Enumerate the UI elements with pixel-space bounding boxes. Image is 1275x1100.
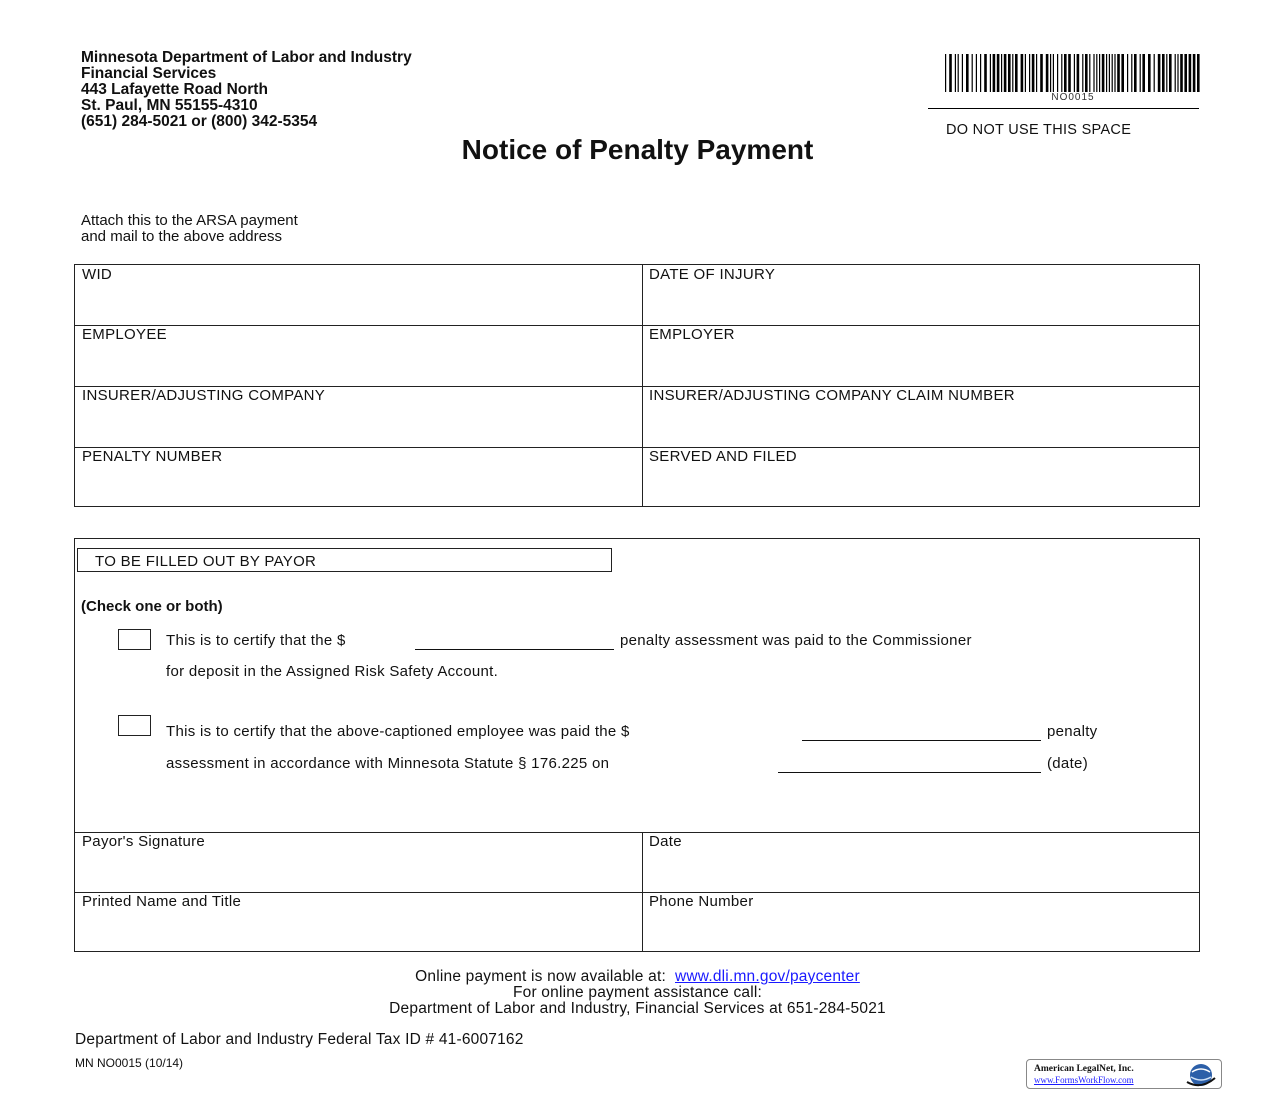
barcode-bar-43 [1114,54,1115,92]
instruction-line-1: Attach this to the ARSA payment [81,212,298,229]
barcode-bar-33 [1082,54,1083,92]
form-number: MN NO0015 (10/14) [75,1056,184,1070]
barcode-bar-63 [1197,54,1200,92]
barcode-bar-60 [1184,54,1187,92]
agency-address-block [81,50,412,130]
barcode-bar-54 [1162,54,1165,92]
barcode-bar-34 [1085,54,1088,92]
barcode-bar-38 [1099,54,1100,92]
barcode-bar-8 [980,54,981,92]
barcode-bar-28 [1061,54,1062,92]
barcode-bar-44 [1117,54,1120,92]
globe-logo-icon [1184,1062,1218,1088]
agency-street: 443 Lafayette Road North [81,81,268,98]
barcode-divider [928,108,1199,109]
wid-label: WID [82,266,113,283]
federal-tax-id: Department of Labor and Industry Federal Tax ID # 41-6007162 [75,1031,524,1048]
printed-name-field[interactable] [75,892,642,951]
barcode-bar-36 [1093,54,1094,92]
barcode-bar-15 [1008,54,1011,92]
barcode-bar-29 [1064,54,1067,92]
barcode-bars [944,54,1202,94]
barcode-bar-0 [945,54,946,92]
barcode-bar-6 [972,54,973,92]
barcode-bar-50 [1142,54,1145,92]
employee-label: EMPLOYEE [82,326,167,343]
barcode-bar-21 [1032,54,1035,92]
date-of-injury-label: DATE OF INJURY [649,266,776,283]
employer-field[interactable] [642,325,1199,386]
barcode-bar-16 [1012,54,1013,92]
company-name: American LegalNet, Inc. [1034,1064,1134,1074]
agency-phone: (651) 284-5021 or (800) 342-5354 [81,113,318,130]
payor-section [74,538,1200,952]
insurer-claim-number-field[interactable] [642,386,1199,447]
barcode-bar-17 [1015,54,1018,92]
barcode-bar-22 [1036,54,1037,92]
barcode-bar-4 [962,54,963,92]
case-info-table [74,264,1200,507]
paycenter-link[interactable]: www.dli.mn.gov/paycenter [675,968,860,985]
payor-signature-label: Payor's Signature [82,833,206,850]
company-website[interactable]: www.FormsWorkFlow.com [1034,1075,1134,1085]
option-2-date-input[interactable] [778,772,1041,773]
option-2-text: This is to certify that the above-captioned employee was paid the $ [166,723,630,740]
barcode-bar-53 [1158,54,1161,92]
payment-assistance-line: For online payment assistance call: [512,984,763,1001]
barcode-bar-48 [1134,54,1137,92]
penalty-number-field[interactable] [75,447,642,507]
online-payment-line [0,969,1275,985]
option-1-text-cont: penalty assessment was paid to the Commissioner [620,632,972,649]
barcode-bar-2 [955,54,956,92]
barcode-bar-42 [1112,54,1113,92]
printed-name-label: Printed Name and Title [82,893,242,910]
employer-label: EMPLOYER [649,326,735,343]
barcode-bar-25 [1050,54,1051,92]
employee-field[interactable] [75,325,642,386]
barcode-bar-18 [1021,54,1024,92]
barcode-bar-23 [1040,54,1043,92]
payor-section-title: TO BE FILLED OUT BY PAYOR [77,548,612,572]
barcode-bar-32 [1077,54,1080,92]
barcode-bar-12 [997,54,1000,92]
option-1-checkbox[interactable] [118,629,151,650]
insurer-claim-number-label: INSURER/ADJUSTING COMPANY CLAIM NUMBER [649,387,1015,404]
do-not-use-notice: DO NOT USE THIS SPACE [946,122,1132,138]
agency-city: St. Paul, MN 55155-4310 [81,97,258,114]
barcode-bar-40 [1106,54,1107,92]
mailing-instructions [81,213,298,245]
barcode-bar-45 [1121,54,1124,92]
barcode-bar-5 [966,54,969,92]
barcode-bar-7 [976,54,977,92]
insurer-field[interactable] [75,386,642,447]
payor-signature-field[interactable] [75,832,642,892]
barcode-bar-1 [949,54,952,92]
online-payment-label: Online payment is now available at: [415,968,666,985]
barcode-bar-62 [1193,54,1196,92]
barcode-bar-35 [1089,54,1090,92]
barcode-bar-39 [1102,54,1105,92]
option-2-amount-input[interactable] [802,740,1041,741]
served-and-filed-label: SERVED AND FILED [649,448,797,465]
phone-number-field[interactable] [642,892,1199,951]
option-1-text: This is to certify that the $ [166,632,346,649]
barcode-bar-59 [1180,54,1183,92]
agency-division: Financial Services [81,65,217,82]
barcode-bar-47 [1131,54,1132,92]
barcode [944,54,1202,94]
option-2-text-cont: penalty [1047,723,1098,740]
barcode-bar-19 [1025,54,1026,92]
barcode-bar-31 [1074,54,1075,92]
barcode-bar-37 [1096,54,1097,92]
barcode-bar-49 [1140,54,1141,92]
barcode-bar-58 [1177,54,1178,92]
barcode-bar-55 [1166,54,1167,92]
barcode-bar-13 [1001,54,1002,92]
option-1-line-2: for deposit in the Assigned Risk Safety Account. [166,663,499,680]
barcode-bar-3 [958,54,959,92]
barcode-bar-46 [1127,54,1128,92]
barcode-bar-26 [1053,54,1054,92]
insurer-label: INSURER/ADJUSTING COMPANY [82,387,326,404]
barcode-bar-20 [1029,54,1030,92]
served-and-filed-field[interactable] [642,447,1199,507]
financial-services-line: Department of Labor and Industry, Financial Services at 651-284-5021 [389,1000,886,1017]
barcode-bar-30 [1068,54,1071,92]
barcode-bar-56 [1169,54,1172,92]
barcode-bar-61 [1189,54,1192,92]
barcode-bar-14 [1004,54,1007,92]
barcode-bar-10 [990,54,991,92]
option-2-checkbox[interactable] [118,715,151,736]
option-1-amount-input[interactable] [415,649,614,650]
signature-date-label: Date [649,833,682,850]
barcode-caption: NO0015 [1051,92,1095,103]
barcode-bar-57 [1175,54,1176,92]
check-instruction: (Check one or both) [81,598,223,615]
page-title [0,134,1275,166]
american-legalnet-badge[interactable] [1026,1059,1222,1089]
date-of-injury-field[interactable] [642,265,1199,325]
barcode-bar-27 [1057,54,1058,92]
wid-field[interactable] [75,265,642,325]
barcode-bar-24 [1046,54,1049,92]
instruction-line-2: and mail to the above address [81,228,282,245]
penalty-number-label: PENALTY NUMBER [82,448,223,465]
page-title-text: Notice of Penalty Payment [461,134,814,165]
barcode-bar-11 [993,54,996,92]
barcode-bar-51 [1148,54,1151,92]
option-2-date-label: (date) [1047,755,1088,772]
option-2-line-2: assessment in accordance with Minnesota Statute § 176.225 on [166,755,610,772]
barcode-bar-52 [1154,54,1155,92]
barcode-bar-9 [984,54,987,92]
phone-number-label: Phone Number [649,893,754,910]
signature-date-field[interactable] [642,832,1199,892]
agency-name: Minnesota Department of Labor and Industry [81,49,412,66]
barcode-bar-41 [1109,54,1110,92]
